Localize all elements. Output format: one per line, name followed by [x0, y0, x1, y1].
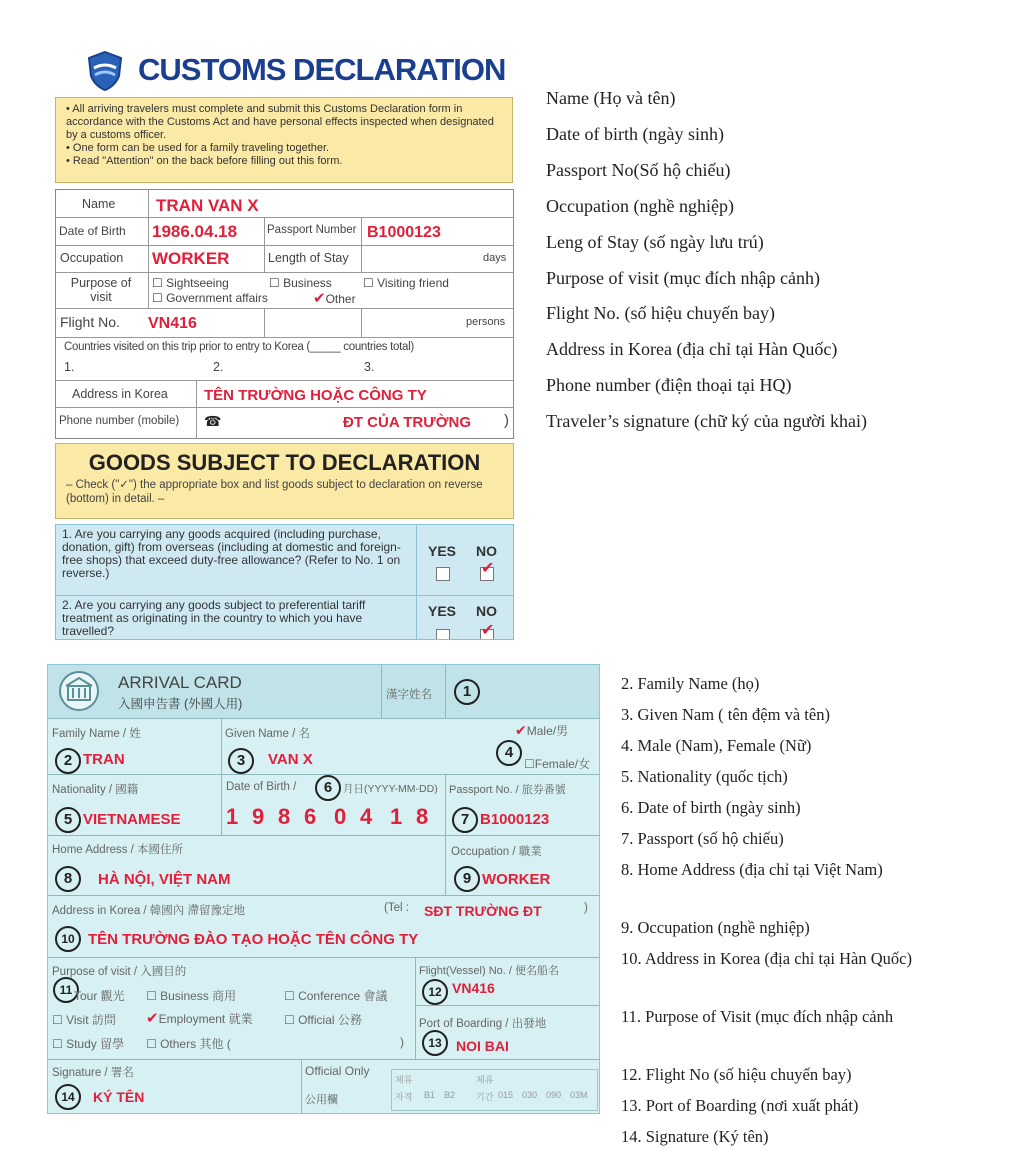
official-cell: 체류 [476, 1075, 494, 1085]
korea-address-label: Address in Korea / 韓國內 滯留豫定地 [52, 905, 245, 917]
purpose-conference[interactable]: ☐ Conference 會議 [284, 989, 388, 1003]
customs-explanation: Occupation (nghề nghiệp) [546, 196, 734, 216]
family-name-value[interactable]: TRAN [83, 751, 125, 768]
address-label: Address in Korea [72, 387, 168, 401]
arrival-explanation: 2. Family Name (họ) [621, 674, 760, 693]
signature-value[interactable]: KÝ TÊN [93, 1089, 145, 1105]
customs-explanation: Leng of Stay (số ngày lưu trú) [546, 232, 764, 252]
dob-label: Date of Birth [59, 224, 126, 238]
nationality-value[interactable]: VIETNAMESE [83, 811, 181, 828]
q2-no-check-icon: ✔ [481, 622, 495, 639]
stay-label: Length of Stay [268, 251, 349, 265]
purpose-option-sightseeing[interactable]: ☐ Sightseeing [152, 276, 229, 290]
dob-digit: 8 [416, 804, 429, 829]
male-option[interactable]: ✔Male/男 [515, 722, 569, 738]
customs-form-table [55, 189, 514, 439]
q1-yes-label: YES [428, 543, 457, 559]
dob-digits[interactable] [226, 804, 442, 830]
passport-label: Passport No. / 旅券番號 [449, 784, 566, 796]
purpose-others-close-paren: ) [400, 1035, 404, 1049]
flight-label: Flight No. [60, 314, 120, 330]
official-cell: 기간 [476, 1092, 494, 1102]
official-only-label: Official Only [305, 1064, 370, 1078]
home-address-value[interactable]: HÀ NỘI, VIỆT NAM [98, 871, 231, 888]
customs-shield-logo-icon [86, 50, 124, 92]
occupation-label: Occupation [60, 251, 124, 265]
marker-9-icon: 9 [454, 866, 480, 892]
home-address-label: Home Address / 本國住所 [52, 844, 184, 856]
official-cell: 090 [546, 1090, 562, 1100]
goods-title: GOODS SUBJECT TO DECLARATION [88, 450, 481, 475]
address-value[interactable]: TÊN TRƯỜNG HOẶC CÔNG TY [204, 387, 427, 404]
official-cell: 체류 [395, 1075, 413, 1085]
purpose-tour[interactable]: Tour 觀光 [74, 989, 125, 1003]
customs-explanation: Passport No(Số hộ chiếu) [546, 160, 731, 180]
marker-13-icon: 13 [422, 1030, 448, 1056]
arrival-explanation: 3. Given Nam ( tên đệm và tên) [621, 705, 830, 724]
passport-value[interactable]: B1000123 [367, 224, 441, 241]
marker-6-icon: 6 [315, 775, 341, 801]
q2-yes-label: YES [428, 603, 457, 619]
notice-line: • One form can be used for a family traveling together. [66, 142, 330, 154]
phone-value[interactable]: ĐT CỦA TRƯỜNG [343, 414, 472, 431]
purpose-label: Purpose of visit / 入國目的 [52, 966, 187, 978]
official-use-grid [391, 1069, 598, 1111]
dob-digit: 4 [360, 804, 373, 829]
goods-note: – Check ("✓") the appropriate box and list goods subject to declaration on reverse (bottom) in detail. – [66, 479, 483, 505]
given-name-value[interactable]: VAN X [268, 751, 313, 768]
arrival-card-title: ARRIVAL CARD [118, 673, 242, 692]
female-option[interactable]: ☐Female/女 [524, 757, 591, 771]
given-name-label: Given Name / 名 [225, 728, 310, 740]
q2-no-label: NO [476, 603, 497, 619]
marker-10-icon: 10 [55, 926, 81, 952]
purpose-study[interactable]: ☐ Study 留學 [52, 1037, 125, 1051]
arrival-explanation: 7. Passport (số hộ chiếu) [621, 829, 784, 848]
customs-notice [55, 97, 513, 183]
customs-explanation: Name (Họ và tên) [546, 88, 676, 108]
country-num-1: 1. [64, 360, 75, 374]
purpose-official[interactable]: ☐ Official 公務 [284, 1013, 362, 1027]
marker-7-icon: 7 [452, 807, 478, 833]
customs-explanation: Date of birth (ngày sinh) [546, 124, 724, 144]
persons-label: persons [466, 316, 506, 328]
dob-digit: 8 [278, 804, 291, 829]
arrival-card [47, 664, 600, 1114]
purpose-option-business[interactable]: ☐ Business [269, 276, 332, 290]
customs-explanation: Address in Korea (địa chỉ tại Hàn Quốc) [546, 339, 838, 359]
arrival-explanation: 8. Home Address (địa chỉ tại Việt Nam) [621, 860, 883, 879]
arrival-explanation: 13. Port of Boarding (nơi xuất phát) [621, 1096, 859, 1115]
marker-12-icon: 12 [422, 979, 448, 1005]
official-cell: 030 [522, 1090, 538, 1100]
arrival-explanation: 14. Signature (Ký tên) [621, 1127, 769, 1146]
arrival-card-subtitle: 入國申告書 (外國人用) [118, 697, 243, 711]
occupation-value[interactable]: WORKER [482, 871, 551, 888]
question-2: 2. Are you carrying any goods subject to preferential tariff treatment as originating in the country to which you have travelled? [62, 598, 366, 638]
name-value[interactable]: TRAN VAN X [156, 196, 259, 215]
customs-explanation: Traveler’s signature (chữ ký của người khai) [546, 411, 867, 431]
phone-close-paren: ) [504, 412, 509, 429]
tel-label: (Tel : [384, 902, 409, 914]
purpose-visit[interactable]: ☐ Visit 訪問 [52, 1013, 116, 1027]
customs-title: CUSTOMS DECLARATION [138, 52, 506, 87]
port-label: Port of Boarding / 出發地 [419, 1018, 547, 1030]
purpose-option-visiting-friend[interactable]: ☐ Visiting friend [363, 276, 449, 290]
dob-digit: 9 [252, 804, 265, 829]
marker-4-icon: 4 [496, 740, 522, 766]
goods-section [55, 443, 514, 519]
notice-line: • All arriving travelers must complete and submit this Customs Declaration form in accordance with the Customs Act and have personal effects inspected when designated by a customs officer. [66, 103, 494, 141]
telephone-icon: ☎ [204, 413, 222, 429]
dob-digit: 1 [390, 804, 403, 829]
marker-8-icon: 8 [55, 866, 81, 892]
official-cell: 03M [570, 1090, 588, 1100]
korea-address-value[interactable]: TÊN TRƯỜNG ĐÀO TẠO HOẶC TÊN CÔNG TY [88, 931, 419, 948]
purpose-label: Purpose of visit [70, 276, 132, 304]
dob-value[interactable]: 1986.04.18 [152, 222, 238, 241]
q1-yes-checkbox[interactable] [436, 567, 450, 581]
marker-2-icon: 2 [55, 748, 81, 774]
purpose-option-government[interactable]: ☐ Government affairs [152, 291, 268, 305]
marker-14-icon: 14 [55, 1084, 81, 1110]
days-label: days [483, 252, 507, 264]
phone-label: Phone number (mobile) [59, 415, 180, 427]
country-num-3: 3. [364, 360, 375, 374]
goods-questions [55, 524, 514, 640]
dob-label: Date of Birth / [226, 781, 297, 793]
arrival-explanation: 4. Male (Nam), Female (Nữ) [621, 736, 812, 755]
countries-label: Countries visited on this trip prior to entry to Korea (_____ countries total) [64, 341, 414, 353]
official-cell: 015 [498, 1090, 514, 1100]
dob-digit: 0 [334, 804, 347, 829]
q1-no-label: NO [476, 543, 497, 559]
arrival-explanation: 6. Date of birth (ngày sinh) [621, 798, 801, 817]
official-cell: B1 [424, 1090, 436, 1100]
nationality-label: Nationality / 國籍 [52, 784, 139, 796]
flight-label: Flight(Vessel) No. / 便名船名 [419, 965, 559, 977]
signature-label: Signature / 署名 [52, 1067, 134, 1079]
occupation-value[interactable]: WORKER [152, 249, 230, 268]
official-cell: 자격 [395, 1092, 413, 1102]
tel-close-paren: ) [584, 902, 588, 914]
immigration-emblem-icon [58, 670, 100, 712]
purpose-business[interactable]: ☐ Business 商用 [146, 989, 237, 1003]
arrival-explanation: 11. Purpose of Visit (mục đích nhập cảnh [621, 1007, 894, 1026]
official-cell: B2 [444, 1090, 456, 1100]
notice-line: • Read "Attention" on the back before filling out this form. [66, 155, 343, 167]
arrival-explanation: 12. Flight No (số hiệu chuyến bay) [621, 1065, 852, 1084]
marker-3-icon: 3 [228, 748, 254, 774]
question-1: 1. Are you carrying any goods acquired (including purchase, donation, gift) from overseas (including at domestic and foreign-free shops) that exceed duty-free allowance? (Refer to No. 1 on reverse.) [62, 527, 401, 580]
purpose-option-other[interactable]: ✔Other [313, 290, 356, 307]
passport-label: Passport Number [267, 224, 357, 236]
marker-5-icon: 5 [55, 807, 81, 833]
family-name-label: Family Name / 姓 [52, 728, 141, 740]
customs-explanation: Phone number (điện thoại tại HQ) [546, 375, 792, 395]
tel-value[interactable]: SĐT TRƯỜNG ĐT [424, 903, 542, 919]
q2-yes-checkbox[interactable] [436, 629, 450, 640]
arrival-explanation: 5. Nationality (quốc tịch) [621, 767, 788, 786]
purpose-others[interactable]: ☐ Others 其他 ( [146, 1037, 231, 1051]
hanja-name-label: 漢字姓名 [386, 689, 432, 701]
dob-digit: 6 [304, 804, 317, 829]
name-label: Name [82, 197, 116, 211]
port-value[interactable]: NOI BAI [456, 1038, 509, 1054]
arrival-explanation: 10. Address in Korea (địa chỉ tại Hàn Quốc) [621, 949, 912, 968]
occupation-label: Occupation / 職業 [451, 846, 542, 858]
purpose-employment[interactable]: ✔Employment 就業 [146, 1010, 253, 1027]
customs-explanation: Purpose of visit (mục đích nhập cảnh) [546, 268, 820, 288]
dob-digit: 1 [226, 804, 239, 829]
marker-1-icon: 1 [454, 679, 480, 705]
flight-value[interactable]: VN416 [148, 315, 197, 332]
marker-11-icon: 11 [53, 977, 79, 1003]
flight-value[interactable]: VN416 [452, 980, 495, 996]
q1-no-check-icon: ✔ [481, 560, 495, 577]
arrival-explanation: 9. Occupation (nghề nghiệp) [621, 918, 810, 937]
dob-format-label: 月日(YYYY-MM-DD) [343, 783, 438, 795]
country-num-2: 2. [213, 360, 224, 374]
passport-value[interactable]: B1000123 [480, 811, 550, 828]
customs-explanation: Flight No. (số hiệu chuyến bay) [546, 303, 775, 323]
official-hanja-label: 公用欄 [305, 1094, 338, 1106]
